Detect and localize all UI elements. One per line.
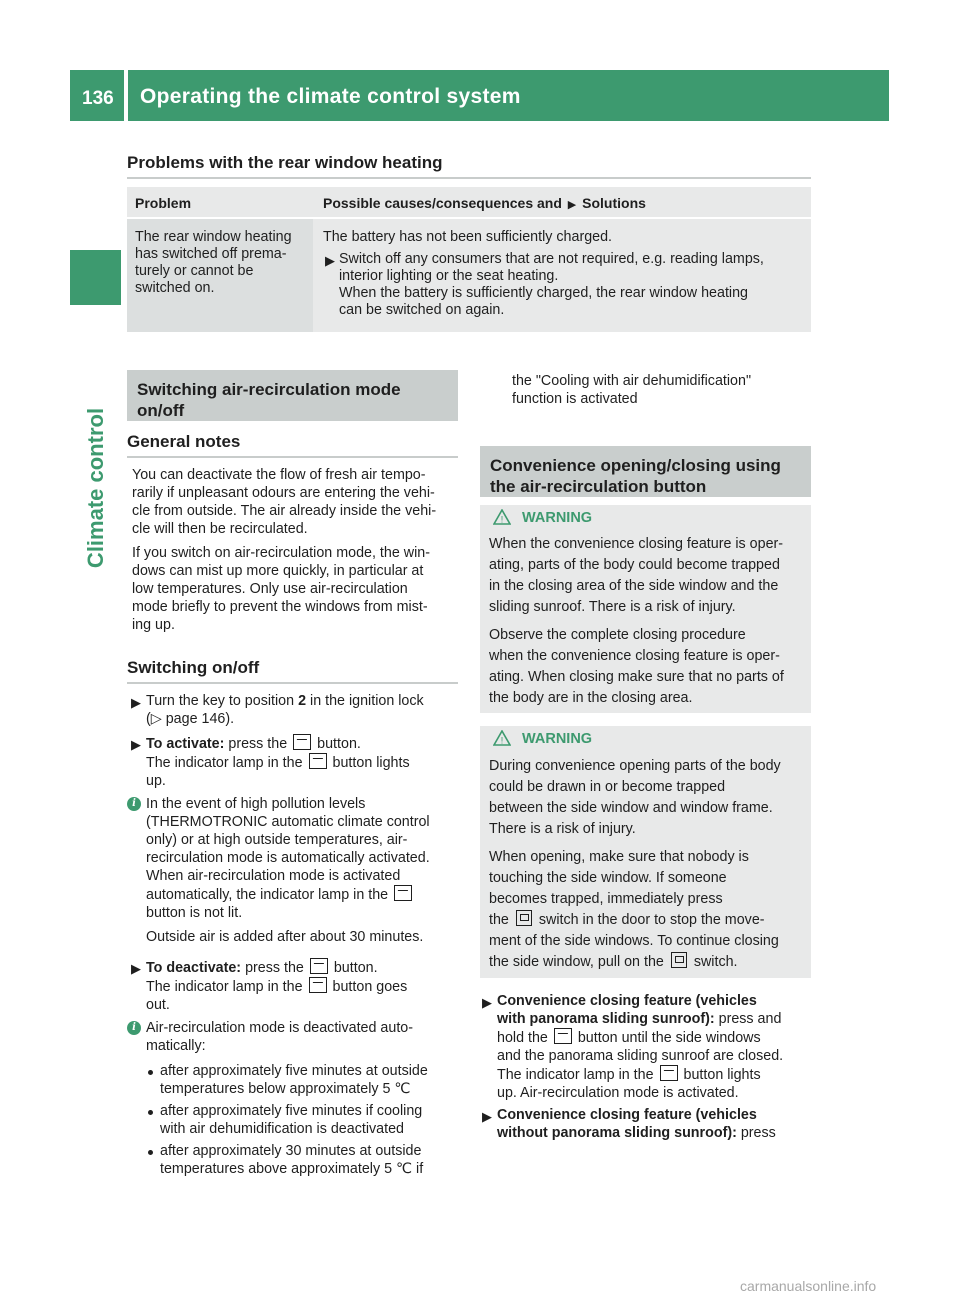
- section-rule: [127, 177, 811, 179]
- table-header-solutions-text: Possible causes/consequences and: [323, 195, 562, 211]
- text-span: in the ignition lock: [310, 693, 424, 709]
- recirculation-button-icon: [309, 977, 327, 993]
- text-line: [146, 734, 410, 753]
- warning-triangle-icon: [493, 730, 511, 746]
- paragraph: [132, 544, 430, 634]
- step-label: with panorama sliding sunroof):: [497, 1011, 715, 1027]
- step-activate: [146, 734, 410, 790]
- step-label: To activate:: [146, 736, 225, 752]
- heading-line: on/off: [137, 401, 185, 420]
- heading-line: Switching air-recirculation mode: [137, 380, 401, 399]
- text-span: button.: [333, 960, 378, 976]
- warning-text: [489, 625, 784, 709]
- text-span: button lights: [332, 755, 410, 771]
- text-line: the body are in the closing area.: [489, 690, 693, 706]
- solution-line: interior lighting or the seat heating.: [339, 268, 559, 284]
- table-header-row: [127, 187, 811, 217]
- ignition-position: 2: [298, 693, 307, 709]
- text-line: rarily if unpleasant odours are entering the vehi-: [132, 485, 435, 501]
- subheading-general-notes: General notes: [127, 432, 241, 451]
- solution-line: Switch off any consumers that are not required, e.g. reading lamps,: [339, 251, 764, 267]
- info-icon: i: [127, 1021, 141, 1035]
- warning-text: [489, 847, 779, 973]
- recirculation-button-icon: [310, 958, 328, 974]
- text-line: button is not lit.: [146, 905, 243, 921]
- heading-line: the air-recirculation button: [490, 477, 707, 496]
- text-line: out.: [146, 997, 170, 1013]
- arrow-icon: ▶: [567, 199, 577, 211]
- page-title: Operating the climate control system: [140, 85, 521, 108]
- text-span: switch.: [693, 954, 738, 970]
- cause-text: The battery has not been sufficiently charged.: [323, 229, 613, 245]
- window-switch-icon: [516, 910, 532, 926]
- step-label: To deactivate:: [146, 960, 242, 976]
- recirculation-button-icon: [394, 885, 412, 901]
- page-number: 136: [82, 88, 114, 109]
- text-line: after approximately five minutes at outside: [160, 1063, 428, 1079]
- section-rule: [127, 456, 458, 458]
- text-line: [146, 885, 430, 904]
- text-line: During convenience opening parts of the body: [489, 758, 781, 774]
- text-line: after approximately five minutes if cooling: [160, 1103, 423, 1119]
- text-line: When opening, make sure that nobody is: [489, 849, 749, 865]
- info-note: [146, 795, 430, 946]
- text-line: [146, 977, 407, 996]
- text-span: button.: [317, 736, 361, 752]
- text-line: [489, 910, 779, 931]
- text-line: mode briefly to prevent the windows from mist-: [132, 599, 428, 615]
- bullet-icon: [148, 1110, 153, 1115]
- text-line: cle from outside. The air already inside the vehi-: [132, 503, 437, 519]
- arrow-icon: ▶: [325, 253, 335, 268]
- list-item-continuation: [512, 372, 751, 408]
- text-line: [497, 1124, 776, 1142]
- text-span: The indicator lamp in the: [497, 1067, 654, 1083]
- text-line: could be drawn in or become trapped: [489, 779, 726, 795]
- text-line: [146, 753, 410, 772]
- text-line: [489, 952, 779, 973]
- arrow-icon: ▶: [131, 695, 141, 710]
- text-span: press and: [718, 1011, 782, 1027]
- text-span: automatically, the indicator lamp in the: [146, 887, 389, 903]
- side-tab-marker: [70, 250, 121, 305]
- solution-line: can be switched on again.: [339, 302, 505, 318]
- list-item: [160, 1102, 422, 1138]
- text-line: [497, 1010, 783, 1028]
- recirculation-button-icon: [293, 734, 311, 750]
- section-rule: [127, 682, 458, 684]
- text-line: function is activated: [512, 391, 638, 407]
- text-line: and the panorama sliding sunroof are closed.: [497, 1048, 784, 1064]
- step-label: Convenience closing feature (vehicles: [497, 993, 757, 1009]
- watermark: carmanualsonline.info: [740, 1278, 877, 1294]
- text-span: button goes: [332, 979, 408, 995]
- text-line: between the side window and window frame.: [489, 800, 773, 816]
- list-item: [160, 1062, 428, 1098]
- text-line: If you switch on air-recirculation mode, the win-: [132, 545, 430, 561]
- text-line: when the convenience closing feature is oper-: [489, 648, 780, 664]
- heading-line: Convenience opening/closing using: [490, 456, 781, 475]
- text-line: low temperatures. Only use air-recirculation: [132, 581, 408, 597]
- text-line: up.: [146, 773, 166, 789]
- page-reference: (▷ page 146).: [146, 711, 235, 727]
- section-heading-recirculation: [127, 370, 458, 421]
- bullet-icon: [148, 1150, 153, 1155]
- svg-text:!: !: [500, 735, 504, 746]
- text-span: hold the: [497, 1030, 548, 1046]
- table-header-problem: Problem: [135, 195, 192, 211]
- info-icon: i: [127, 797, 141, 811]
- text-line: dows can mist up more quickly, in particular at: [132, 563, 424, 579]
- text-line: with air dehumidification is deactivated: [160, 1121, 404, 1137]
- solution-text: [339, 251, 764, 319]
- table-header-solutions: [323, 195, 646, 211]
- text-span: Turn the key to position: [146, 693, 295, 709]
- text-span: switch in the door to stop the move-: [538, 912, 765, 928]
- warning-text: [489, 756, 781, 840]
- text-line: ment of the side windows. To continue closing: [489, 933, 779, 949]
- text-span: press the: [245, 960, 304, 976]
- text-line: [497, 1106, 776, 1124]
- text-span: the: [489, 912, 509, 928]
- step-deactivate: [146, 958, 407, 1014]
- text-line: only) or at high outside temperatures, air-: [146, 832, 408, 848]
- warning-text: [489, 534, 783, 618]
- text-line: temperatures below approximately 5 ℃: [160, 1081, 411, 1097]
- text-line: [146, 692, 424, 710]
- text-span: The indicator lamp in the: [146, 979, 303, 995]
- text-line: When air-recirculation mode is activated: [146, 868, 401, 884]
- text-line: [497, 1028, 783, 1047]
- recirculation-button-icon: [660, 1065, 678, 1081]
- text-line: [146, 958, 407, 977]
- text-line: sliding sunroof. There is a risk of injury.: [489, 599, 736, 615]
- step-ignition: [146, 692, 424, 728]
- window-switch-icon: [671, 952, 687, 968]
- text-line: matically:: [146, 1038, 206, 1054]
- problem-line: turely or cannot be: [135, 263, 254, 279]
- text-line: ating. When closing make sure that no parts of: [489, 669, 784, 685]
- text-line: You can deactivate the flow of fresh air tempo-: [132, 467, 426, 483]
- text-line: ating, parts of the body could become trapped: [489, 557, 780, 573]
- svg-text:!: !: [500, 514, 504, 525]
- text-line: (THERMOTRONIC automatic climate control: [146, 814, 430, 830]
- list-item: [160, 1142, 423, 1178]
- recirculation-button-icon: [309, 753, 327, 769]
- warning-label: WARNING: [522, 510, 593, 526]
- text-line: There is a risk of injury.: [489, 821, 636, 837]
- text-line: Outside air is added after about 30 minutes.: [146, 929, 424, 945]
- step-label: without panorama sliding sunroof):: [497, 1125, 737, 1141]
- text-line: Air-recirculation mode is deactivated auto-: [146, 1020, 413, 1036]
- table-header-solutions-label: Solutions: [582, 195, 646, 211]
- text-line: In the event of high pollution levels: [146, 796, 366, 812]
- problem-text: [135, 229, 313, 297]
- warning-triangle-icon: [493, 509, 511, 525]
- text-line: Observe the complete closing procedure: [489, 627, 746, 643]
- arrow-icon: ▶: [482, 1109, 492, 1124]
- text-span: button until the side windows: [577, 1030, 761, 1046]
- text-span: press the: [228, 736, 288, 752]
- text-span: button lights: [683, 1067, 761, 1083]
- step-panorama: [497, 992, 783, 1102]
- text-span: The indicator lamp in the: [146, 755, 303, 771]
- table-row: [127, 219, 811, 332]
- subheading-switching: Switching on/off: [127, 658, 260, 677]
- bullet-icon: [148, 1070, 153, 1075]
- paragraph: [132, 466, 436, 538]
- text-line: recirculation mode is automatically activated.: [146, 850, 430, 866]
- text-span: the side window, pull on the: [489, 954, 664, 970]
- text-span: press: [740, 1125, 776, 1141]
- section-heading-convenience: [480, 446, 811, 497]
- arrow-icon: ▶: [131, 737, 141, 752]
- info-note: [146, 1019, 413, 1055]
- text-line: temperatures above approximately 5 ℃ if: [160, 1161, 424, 1177]
- warning-label: WARNING: [522, 731, 593, 747]
- problem-line: The rear window heating: [135, 229, 292, 245]
- text-line: in the closing area of the side window and the: [489, 578, 779, 594]
- step-label: Convenience closing feature (vehicles: [497, 1107, 757, 1123]
- problem-line: switched on.: [135, 280, 215, 296]
- text-line: after approximately 30 minutes at outside: [160, 1143, 422, 1159]
- text-line: touching the side window. If someone: [489, 870, 727, 886]
- arrow-icon: ▶: [131, 961, 141, 976]
- side-tab-label: Climate control: [83, 407, 108, 569]
- text-line: [497, 992, 783, 1010]
- solution-line: When the battery is sufficiently charged, the rear window heating: [339, 285, 749, 301]
- text-line: ing up.: [132, 617, 175, 633]
- problem-line: has switched off prema-: [135, 246, 287, 262]
- section-title-rear-heating: Problems with the rear window heating: [127, 153, 443, 172]
- step-no-panorama: [497, 1106, 776, 1142]
- text-line: When the convenience closing feature is oper-: [489, 536, 784, 552]
- text-line: becomes trapped, immediately press: [489, 891, 723, 907]
- recirculation-button-icon: [554, 1028, 572, 1044]
- arrow-icon: ▶: [482, 995, 492, 1010]
- text-line: the "Cooling with air dehumidification": [512, 373, 752, 389]
- text-line: cle will then be recirculated.: [132, 521, 308, 537]
- text-line: [497, 1065, 783, 1084]
- text-line: up. Air-recirculation mode is activated.: [497, 1085, 739, 1101]
